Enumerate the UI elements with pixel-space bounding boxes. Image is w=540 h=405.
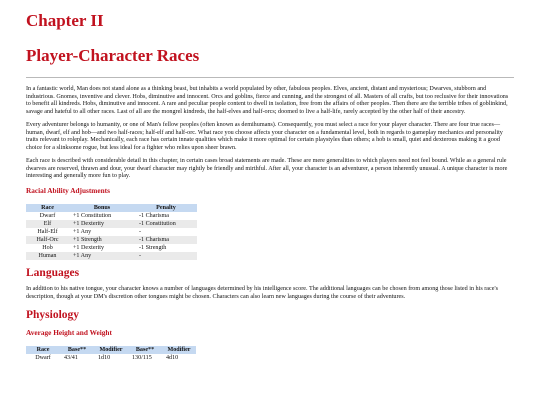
height-weight-table (26, 346, 196, 362)
weight-base-cell: 130/115 (132, 354, 152, 361)
column-header: Penalty (135, 204, 197, 212)
bonus-cell: +1 Strength (69, 236, 135, 244)
height-base-cell: 43/41 (64, 354, 78, 361)
intro-paragraph: In a fantastic world, Man does not stand alone as a thinking beast, but inhabits a world populated by other, fabulous peoples. Elves, ancient, distant and mysterious; Dwarves, stubborn and industrious. Gnomes, inventive and clever. Hobs, diminutive and innocent. Orcs and goblins, fierce and cunning, and the strongest of all. Masters of all crafts, but too reclusive for their innovations to benefit all kindreds. Hobs, diminutive and innocent. A rare and peculiar people content to dwell in isolation, free from the affairs of other peoples. Then there are the terrible tribes of goblinkind, savage and hateful to all other races. Last of all are the mongrel kindreds, the half-elves and half-orcs; doomed to live a half-life, rarely accepted by the other half of their ancestry. (26, 86, 509, 115)
languages-heading: Languages (26, 267, 80, 280)
race-cell: Half-Orc (26, 236, 69, 244)
intro-paragraph: Each race is described with considerable detail in this chapter, in certain cases broad statements are made. These are mere generalities to which players need not feel bound. While as a general rule dwarves are reserved, thrawn and dour, your dwarf character may rightly be friendly and mirthful. After all, your character is an adventurer, a person inherently unusual. A unique character is more interesting and generally more fun to play. (26, 157, 508, 180)
column-header: Base** (128, 346, 162, 354)
race-cell: Dwarf (35, 354, 51, 361)
title-divider (26, 77, 514, 78)
height-modifier-cell: 1d10 (98, 354, 111, 361)
table-row (26, 228, 197, 236)
bonus-cell: +1 Dexterity (69, 220, 135, 228)
bonus-cell: +1 Any (73, 229, 92, 236)
ability-adjustments-heading: Racial Ability Adjustments (26, 186, 110, 196)
race-cell: Elf (26, 220, 69, 228)
physiology-heading: Physiology (26, 308, 80, 321)
intro-paragraph: Every adventurer belongs to humanity, or one of Man's fellow peoples (often known as demihumans). Consequently, you must select a race for your player character. There are four true races—human, dwarf, elf and hob—and two half-races; half-elf and half-orc. What race you choose affects your character on a fundamental level, both in regards to gameplay mechanics and personality traits relevant to roleplay. Mechanically, each race has certain innate qualities which make it more optimal for certain playstyles than others; a hob is small, quiet and dexterous making it a good choice for a slinksome rogue, but less ideal for a fighter who relies upon sheer brawn. (26, 121, 503, 151)
race-cell: Hob (42, 245, 53, 252)
table-header-row (26, 204, 197, 212)
penalty-cell: - (139, 229, 142, 236)
chapter-heading: Chapter II (26, 11, 104, 30)
table-header-row (26, 346, 196, 354)
race-cell: Dwarf (39, 213, 56, 220)
penalty-cell: - (135, 252, 197, 260)
penalty-cell: -1 Strength (139, 245, 167, 252)
table-row (26, 236, 197, 244)
column-header: Base** (60, 346, 94, 354)
page-title: Player-Character Races (26, 46, 200, 65)
weight-modifier-cell: 4d10 (166, 354, 179, 361)
column-header: Race (26, 346, 60, 354)
column-header: Bonus (69, 204, 135, 212)
table-row (26, 252, 197, 260)
column-header: Modifier (162, 346, 196, 354)
bonus-cell: +1 Any (69, 252, 135, 260)
ability-adjustments-table (26, 204, 197, 260)
penalty-cell: -1 Charisma (135, 236, 197, 244)
height-weight-heading: Average Height and Weight (26, 327, 112, 337)
table-row (26, 212, 197, 220)
table-row (26, 354, 196, 362)
penalty-cell: -1 Constitution (135, 220, 197, 228)
column-header: Race (26, 204, 69, 212)
penalty-cell: -1 Charisma (139, 213, 169, 220)
race-cell: Human (26, 252, 69, 260)
column-header: Modifier (94, 346, 128, 354)
table-row (26, 220, 197, 228)
bonus-cell: +1 Constitution (73, 213, 112, 220)
languages-paragraph: In addition to his native tongue, your character knows a number of languages determined by his intelligence score. The additional languages can be chosen from among those listed in his race's description, though at your DM's discretion other tongues might be chosen. Characters can also learn new languages during the course of their adventures. (26, 286, 498, 300)
race-cell: Half-Elf (37, 229, 58, 236)
bonus-cell: +1 Dexterity (73, 245, 105, 252)
table-row (26, 244, 197, 252)
